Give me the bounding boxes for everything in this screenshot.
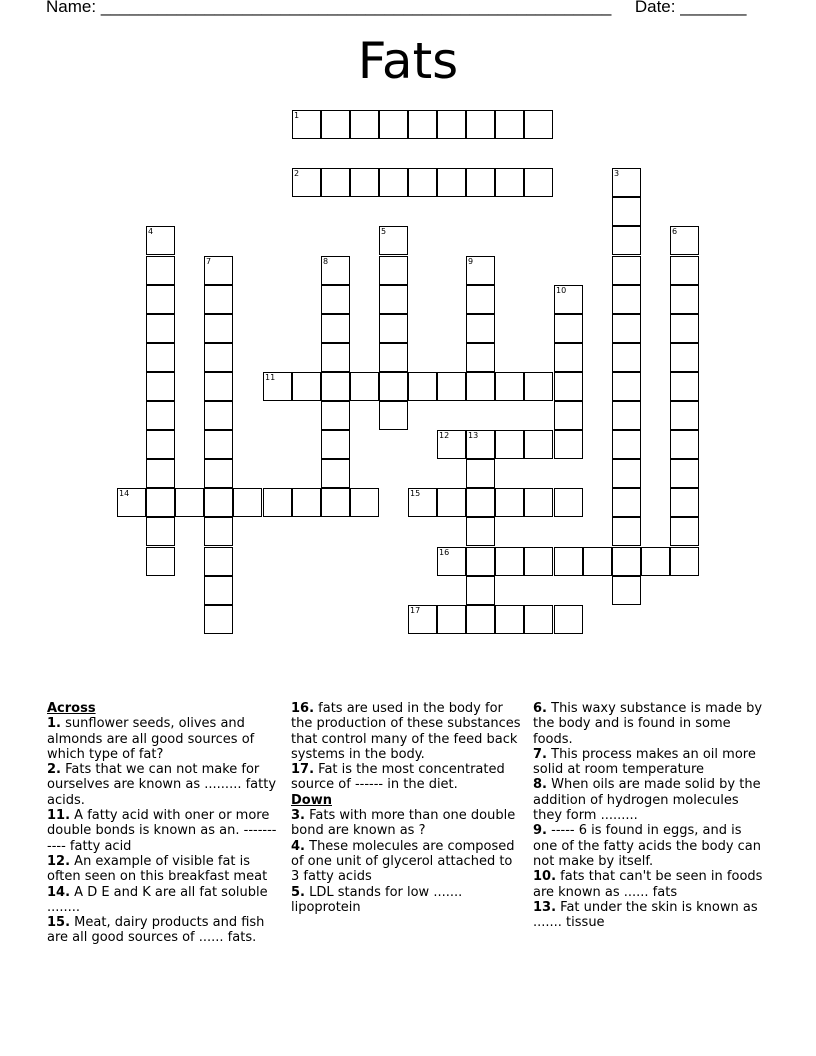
clue-number: 14 <box>119 489 130 498</box>
grid-cell[interactable] <box>466 256 495 285</box>
grid-cell[interactable] <box>641 547 670 576</box>
grid-cell[interactable] <box>292 488 321 517</box>
grid-cell[interactable] <box>263 488 292 517</box>
grid-cell[interactable] <box>524 168 553 197</box>
clue-across-15: 15. Meat, dairy products and fish are all good sources of ...... fats. <box>47 915 265 946</box>
clue-number: 7 <box>206 257 212 266</box>
clue-across-2: 2. Fats that we can not make for ourselves are known as ......... fatty acids. <box>47 762 277 808</box>
grid-cell[interactable] <box>408 168 437 197</box>
grid-cell[interactable] <box>204 459 233 488</box>
grid-cell[interactable] <box>466 314 495 343</box>
name-field[interactable]: ______________________________________________________ <box>100 0 612 16</box>
date-label: Date: <box>634 0 676 16</box>
grid-cell[interactable] <box>466 488 495 517</box>
grid-cell[interactable] <box>495 488 524 517</box>
grid-cell[interactable] <box>379 401 408 430</box>
grid-cell[interactable] <box>670 517 699 546</box>
grid-cell[interactable] <box>204 343 233 372</box>
grid-cell[interactable] <box>466 168 495 197</box>
grid-cell[interactable] <box>612 168 641 197</box>
grid-cell[interactable] <box>204 547 233 576</box>
grid-cell[interactable] <box>670 343 699 372</box>
grid-cell[interactable] <box>379 285 408 314</box>
grid-cell[interactable] <box>204 517 233 546</box>
grid-cell[interactable] <box>321 459 350 488</box>
grid-cell[interactable] <box>233 488 262 517</box>
grid-cell[interactable] <box>554 314 583 343</box>
grid-cell[interactable] <box>146 401 175 430</box>
grid-cell[interactable] <box>524 605 553 634</box>
clue-number: 17 <box>410 606 421 615</box>
clue-number: 6 <box>672 227 678 236</box>
grid-cell[interactable] <box>292 110 321 139</box>
grid-cell[interactable] <box>670 226 699 255</box>
grid-cell[interactable] <box>524 110 553 139</box>
clue-down-5: 5. LDL stands for low ....... lipoprotein <box>291 884 463 915</box>
grid-cell[interactable] <box>612 314 641 343</box>
grid-cell[interactable] <box>554 372 583 401</box>
page-title: Fats <box>357 32 459 90</box>
clue-down-4: 4. These molecules are composed of one unit of glycerol attached to 3 fatty acids <box>291 838 515 885</box>
grid-cell[interactable] <box>146 226 175 255</box>
clues-column-2 <box>291 701 523 915</box>
grid-cell[interactable] <box>321 372 350 401</box>
grid-cell[interactable] <box>350 110 379 139</box>
clue-down-7: 7. This process makes an oil more solid at room temperature <box>533 746 756 778</box>
clue-number: 2 <box>294 169 300 178</box>
grid-cell[interactable] <box>612 576 641 605</box>
grid-cell[interactable] <box>321 430 350 459</box>
grid-cell[interactable] <box>437 430 466 459</box>
grid-cell[interactable] <box>670 459 699 488</box>
grid-cell[interactable] <box>612 372 641 401</box>
grid-cell[interactable] <box>292 168 321 197</box>
clue-down-13: 13. Fat under the skin is known as ....... tissue <box>533 899 758 931</box>
grid-cell[interactable] <box>495 547 524 576</box>
grid-cell[interactable] <box>670 401 699 430</box>
grid-cell[interactable] <box>146 372 175 401</box>
grid-cell[interactable] <box>379 110 408 139</box>
grid-cell[interactable] <box>437 605 466 634</box>
grid-cell[interactable] <box>408 372 437 401</box>
grid-cell[interactable] <box>204 401 233 430</box>
grid-cell[interactable] <box>466 517 495 546</box>
grid-cell[interactable] <box>350 372 379 401</box>
grid-cell[interactable] <box>204 576 233 605</box>
clue-number: 5 <box>381 227 387 236</box>
clue-number: 3 <box>614 169 620 178</box>
clue-across-17: 17. Fat is the most concentrated source of ------ in the diet. <box>291 762 505 793</box>
clue-across-12: 12. An example of visible fat is often seen on this breakfast meat <box>47 853 268 885</box>
grid-cell[interactable] <box>554 430 583 459</box>
clue-number: 9 <box>468 257 474 266</box>
grid-cell[interactable] <box>554 547 583 576</box>
grid-cell[interactable] <box>379 314 408 343</box>
grid-cell[interactable] <box>583 547 612 576</box>
grid-cell[interactable] <box>321 401 350 430</box>
clue-number: 13 <box>468 431 479 440</box>
grid-cell[interactable] <box>612 343 641 372</box>
grid-cell[interactable] <box>321 256 350 285</box>
grid-cell[interactable] <box>670 372 699 401</box>
grid-cell[interactable] <box>379 256 408 285</box>
grid-cell[interactable] <box>379 226 408 255</box>
grid-cell[interactable] <box>612 401 641 430</box>
grid-cell[interactable] <box>437 547 466 576</box>
grid-cell[interactable] <box>612 430 641 459</box>
clues-column-3 <box>533 701 769 930</box>
grid-cell[interactable] <box>379 372 408 401</box>
grid-cell[interactable] <box>524 430 553 459</box>
clue-number: 15 <box>410 489 421 498</box>
grid-cell[interactable] <box>204 488 233 517</box>
clue-across-11: 11. A fatty acid with oner or more double bonds is known as an. ----------- fatty acid <box>47 808 277 854</box>
clue-number: 12 <box>439 431 450 440</box>
grid-cell[interactable] <box>612 547 641 576</box>
clue-number: 16 <box>439 548 450 557</box>
grid-cell[interactable] <box>466 430 495 459</box>
grid-cell[interactable] <box>146 459 175 488</box>
grid-cell[interactable] <box>612 459 641 488</box>
grid-cell[interactable] <box>612 226 641 255</box>
grid-cell[interactable] <box>146 285 175 314</box>
clue-number: 1 <box>294 111 300 120</box>
grid-cell[interactable] <box>204 430 233 459</box>
grid-cell[interactable] <box>670 256 699 285</box>
grid-cell[interactable] <box>146 256 175 285</box>
grid-cell[interactable] <box>408 110 437 139</box>
grid-cell[interactable] <box>670 314 699 343</box>
grid-cell[interactable] <box>146 517 175 546</box>
grid-cell[interactable] <box>437 372 466 401</box>
grid-cell[interactable] <box>321 110 350 139</box>
grid-cell[interactable] <box>670 285 699 314</box>
grid-cell[interactable] <box>612 488 641 517</box>
clue-down-9: 9. ----- 6 is found in eggs, and is one of the fatty acids the body can not make by itself. <box>533 823 762 869</box>
grid-cell[interactable] <box>466 547 495 576</box>
grid-cell[interactable] <box>612 256 641 285</box>
clue-number: 4 <box>148 227 154 236</box>
grid-cell[interactable] <box>466 605 495 634</box>
clue-across-1: 1. sunflower seeds, olives and almonds are all good sources of which type of fat? <box>47 716 255 762</box>
grid-cell[interactable] <box>554 488 583 517</box>
grid-cell[interactable] <box>350 488 379 517</box>
grid-cell[interactable] <box>554 343 583 372</box>
grid-cell[interactable] <box>263 372 292 401</box>
grid-cell[interactable] <box>524 488 553 517</box>
grid-cell[interactable] <box>350 168 379 197</box>
clue-across-16: 16. fats are used in the body for the production of these substances that control many of the feed back systems in the body. <box>291 701 521 762</box>
grid-cell[interactable] <box>321 314 350 343</box>
grid-cell[interactable] <box>554 401 583 430</box>
grid-cell[interactable] <box>495 110 524 139</box>
grid-cell[interactable] <box>408 605 437 634</box>
grid-cell[interactable] <box>466 285 495 314</box>
clue-number: 8 <box>323 257 329 266</box>
grid-cell[interactable] <box>466 372 495 401</box>
grid-cell[interactable] <box>321 488 350 517</box>
grid-cell[interactable] <box>146 314 175 343</box>
grid-cell[interactable] <box>437 488 466 517</box>
grid-cell[interactable] <box>146 343 175 372</box>
grid-cell[interactable] <box>554 285 583 314</box>
grid-cell[interactable] <box>495 430 524 459</box>
grid-cell[interactable] <box>146 430 175 459</box>
clue-down-8: 8. When oils are made solid by the addition of hydrogen molecules they form ......... <box>533 777 761 824</box>
grid-cell[interactable] <box>466 576 495 605</box>
grid-cell[interactable] <box>146 488 175 517</box>
clue-across-14: 14. A D E and K are all fat soluble ........ <box>47 884 268 915</box>
grid-cell[interactable] <box>321 285 350 314</box>
grid-cell[interactable] <box>292 372 321 401</box>
grid-cell[interactable] <box>612 517 641 546</box>
clues-column-1 <box>47 701 279 946</box>
grid-cell[interactable] <box>379 168 408 197</box>
grid-cell[interactable] <box>437 110 466 139</box>
clue-down-3: 3. Fats with more than one double bond are known as ? <box>291 808 516 839</box>
clue-number: 11 <box>265 373 276 382</box>
date-field[interactable]: _______ <box>680 0 747 16</box>
grid-cell[interactable] <box>670 430 699 459</box>
grid-cell[interactable] <box>321 168 350 197</box>
grid-cell[interactable] <box>117 488 146 517</box>
grid-cell[interactable] <box>466 110 495 139</box>
grid-cell[interactable] <box>146 547 175 576</box>
name-label: Name: <box>46 0 97 16</box>
grid-cell[interactable] <box>612 285 641 314</box>
grid-cell[interactable] <box>204 314 233 343</box>
grid-cell[interactable] <box>524 547 553 576</box>
grid-cell[interactable] <box>466 343 495 372</box>
grid-cell[interactable] <box>495 372 524 401</box>
grid-cell[interactable] <box>670 488 699 517</box>
grid-cell[interactable] <box>204 256 233 285</box>
grid-cell[interactable] <box>175 488 204 517</box>
clue-down-6: 6. This waxy substance is made by the body and is found in some foods. <box>533 701 763 747</box>
grid-cell[interactable] <box>466 459 495 488</box>
grid-cell[interactable] <box>408 488 437 517</box>
grid-cell[interactable] <box>321 343 350 372</box>
down-heading: Down <box>291 792 332 808</box>
clue-number: 10 <box>556 286 567 295</box>
grid-cell[interactable] <box>495 605 524 634</box>
clue-down-10: 10. fats that can't be seen in foods are known as ...... fats <box>533 869 763 900</box>
grid-cell[interactable] <box>554 605 583 634</box>
grid-cell[interactable] <box>524 372 553 401</box>
grid-cell[interactable] <box>670 547 699 576</box>
grid-cell[interactable] <box>495 168 524 197</box>
across-heading: Across <box>47 701 96 716</box>
grid-cell[interactable] <box>204 605 233 634</box>
grid-cell[interactable] <box>379 343 408 372</box>
grid-cell[interactable] <box>437 168 466 197</box>
grid-cell[interactable] <box>204 372 233 401</box>
grid-cell[interactable] <box>204 285 233 314</box>
grid-cell[interactable] <box>612 197 641 226</box>
